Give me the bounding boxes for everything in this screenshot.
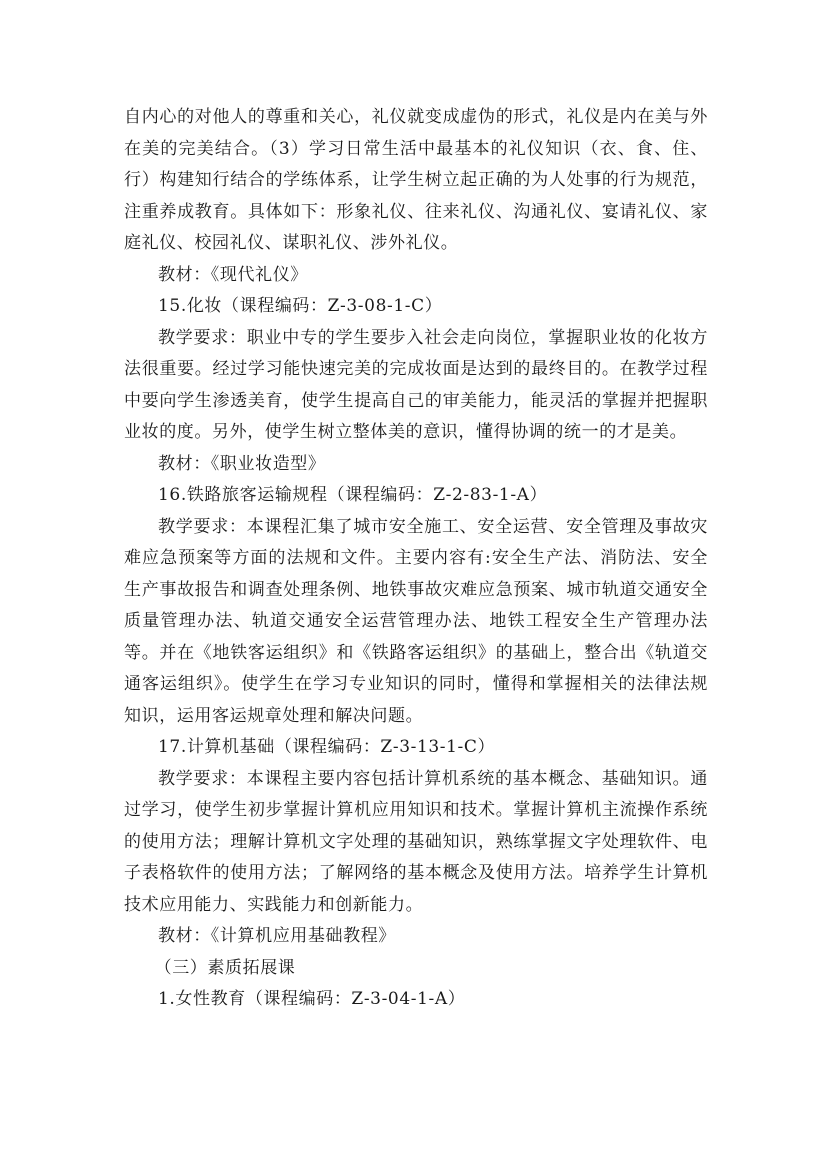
requirements-railway: 教学要求：本课程汇集了城市安全施工、安全运营、安全管理及事故灾难应急预案等方面的法规和文件。主要内容有:安全生产法、消防法、安全生产事故报告和调查处理条例、地铁事故灾难应急预案、城市轨道交通安全质量管理办法、轨道交通安全运营管理办法、地铁工程安全生产管理办法等。并在《地铁客运组织》和《铁路客运组织》的基础上，整合出《轨道交通客运组织》。使学生在学习专业知识的同时，懂得和掌握相关的法律法规知识，运用客运规章处理和解决问题。 <box>124 516 708 726</box>
requirements-makeup: 教学要求：职业中专的学生要步入社会走向岗位，掌握职业妆的化妆方法很重要。经过学习能快速完美的完成妆面是达到的最终目的。在教学过程中要向学生渗透美育，使学生提高自己的审美能力，能灵活的掌握并把握职业妆的度。另外，使学生树立整体美的意识，懂得协调的统一的才是美。 <box>124 327 708 442</box>
textbook-line-etiquette: 教材：《现代礼仪》 <box>158 264 308 285</box>
requirements-computer: 教学要求：本课程主要内容包括计算机系统的基本概念、基础知识。通过学习，使学生初步掌握计算机应用知识和技术。掌握计算机主流操作系统的使用方法；理解计算机文字处理的基础知识，熟练掌握文字处理软件、电子表格软件的使用方法；了解网络的基本概念及使用方法。培养学生计算机技术应用能力、实践能力和创新能力。 <box>124 768 708 915</box>
textbook-line-makeup: 教材：《职业妆造型》 <box>158 453 326 474</box>
course-heading-women: 1.女性教育（课程编码：Z-3-04-1-A） <box>158 989 466 1009</box>
body-text <box>124 102 708 1016</box>
course-heading-computer: 17.计算机基础（课程编码：Z-3-13-1-C） <box>158 737 496 757</box>
continued-paragraph-etiquette: 自内心的对他人的尊重和关心，礼仪就变成虚伪的形式，礼仪是内在美与外在美的完美结合。（3）学习日常生活中最基本的礼仪知识（衣、食、住、行）构建知行结合的学练体系，让学生树立起正确的为人处事的行为规范，注重养成教育。具体如下：形象礼仪、往来礼仪、沟通礼仪、宴请礼仪、家庭礼仪、校园礼仪、谋职礼仪、涉外礼仪。 <box>124 107 708 253</box>
section-heading-quality: （三）素质拓展课 <box>154 957 296 978</box>
textbook-line-computer: 教材：《计算机应用基础教程》 <box>158 926 396 946</box>
course-heading-railway: 16.铁路旅客运输规程（课程编码：Z-2-83-1-A） <box>158 485 548 505</box>
course-heading-makeup: 15.化妆（课程编码：Z-3-08-1-C） <box>158 296 443 316</box>
